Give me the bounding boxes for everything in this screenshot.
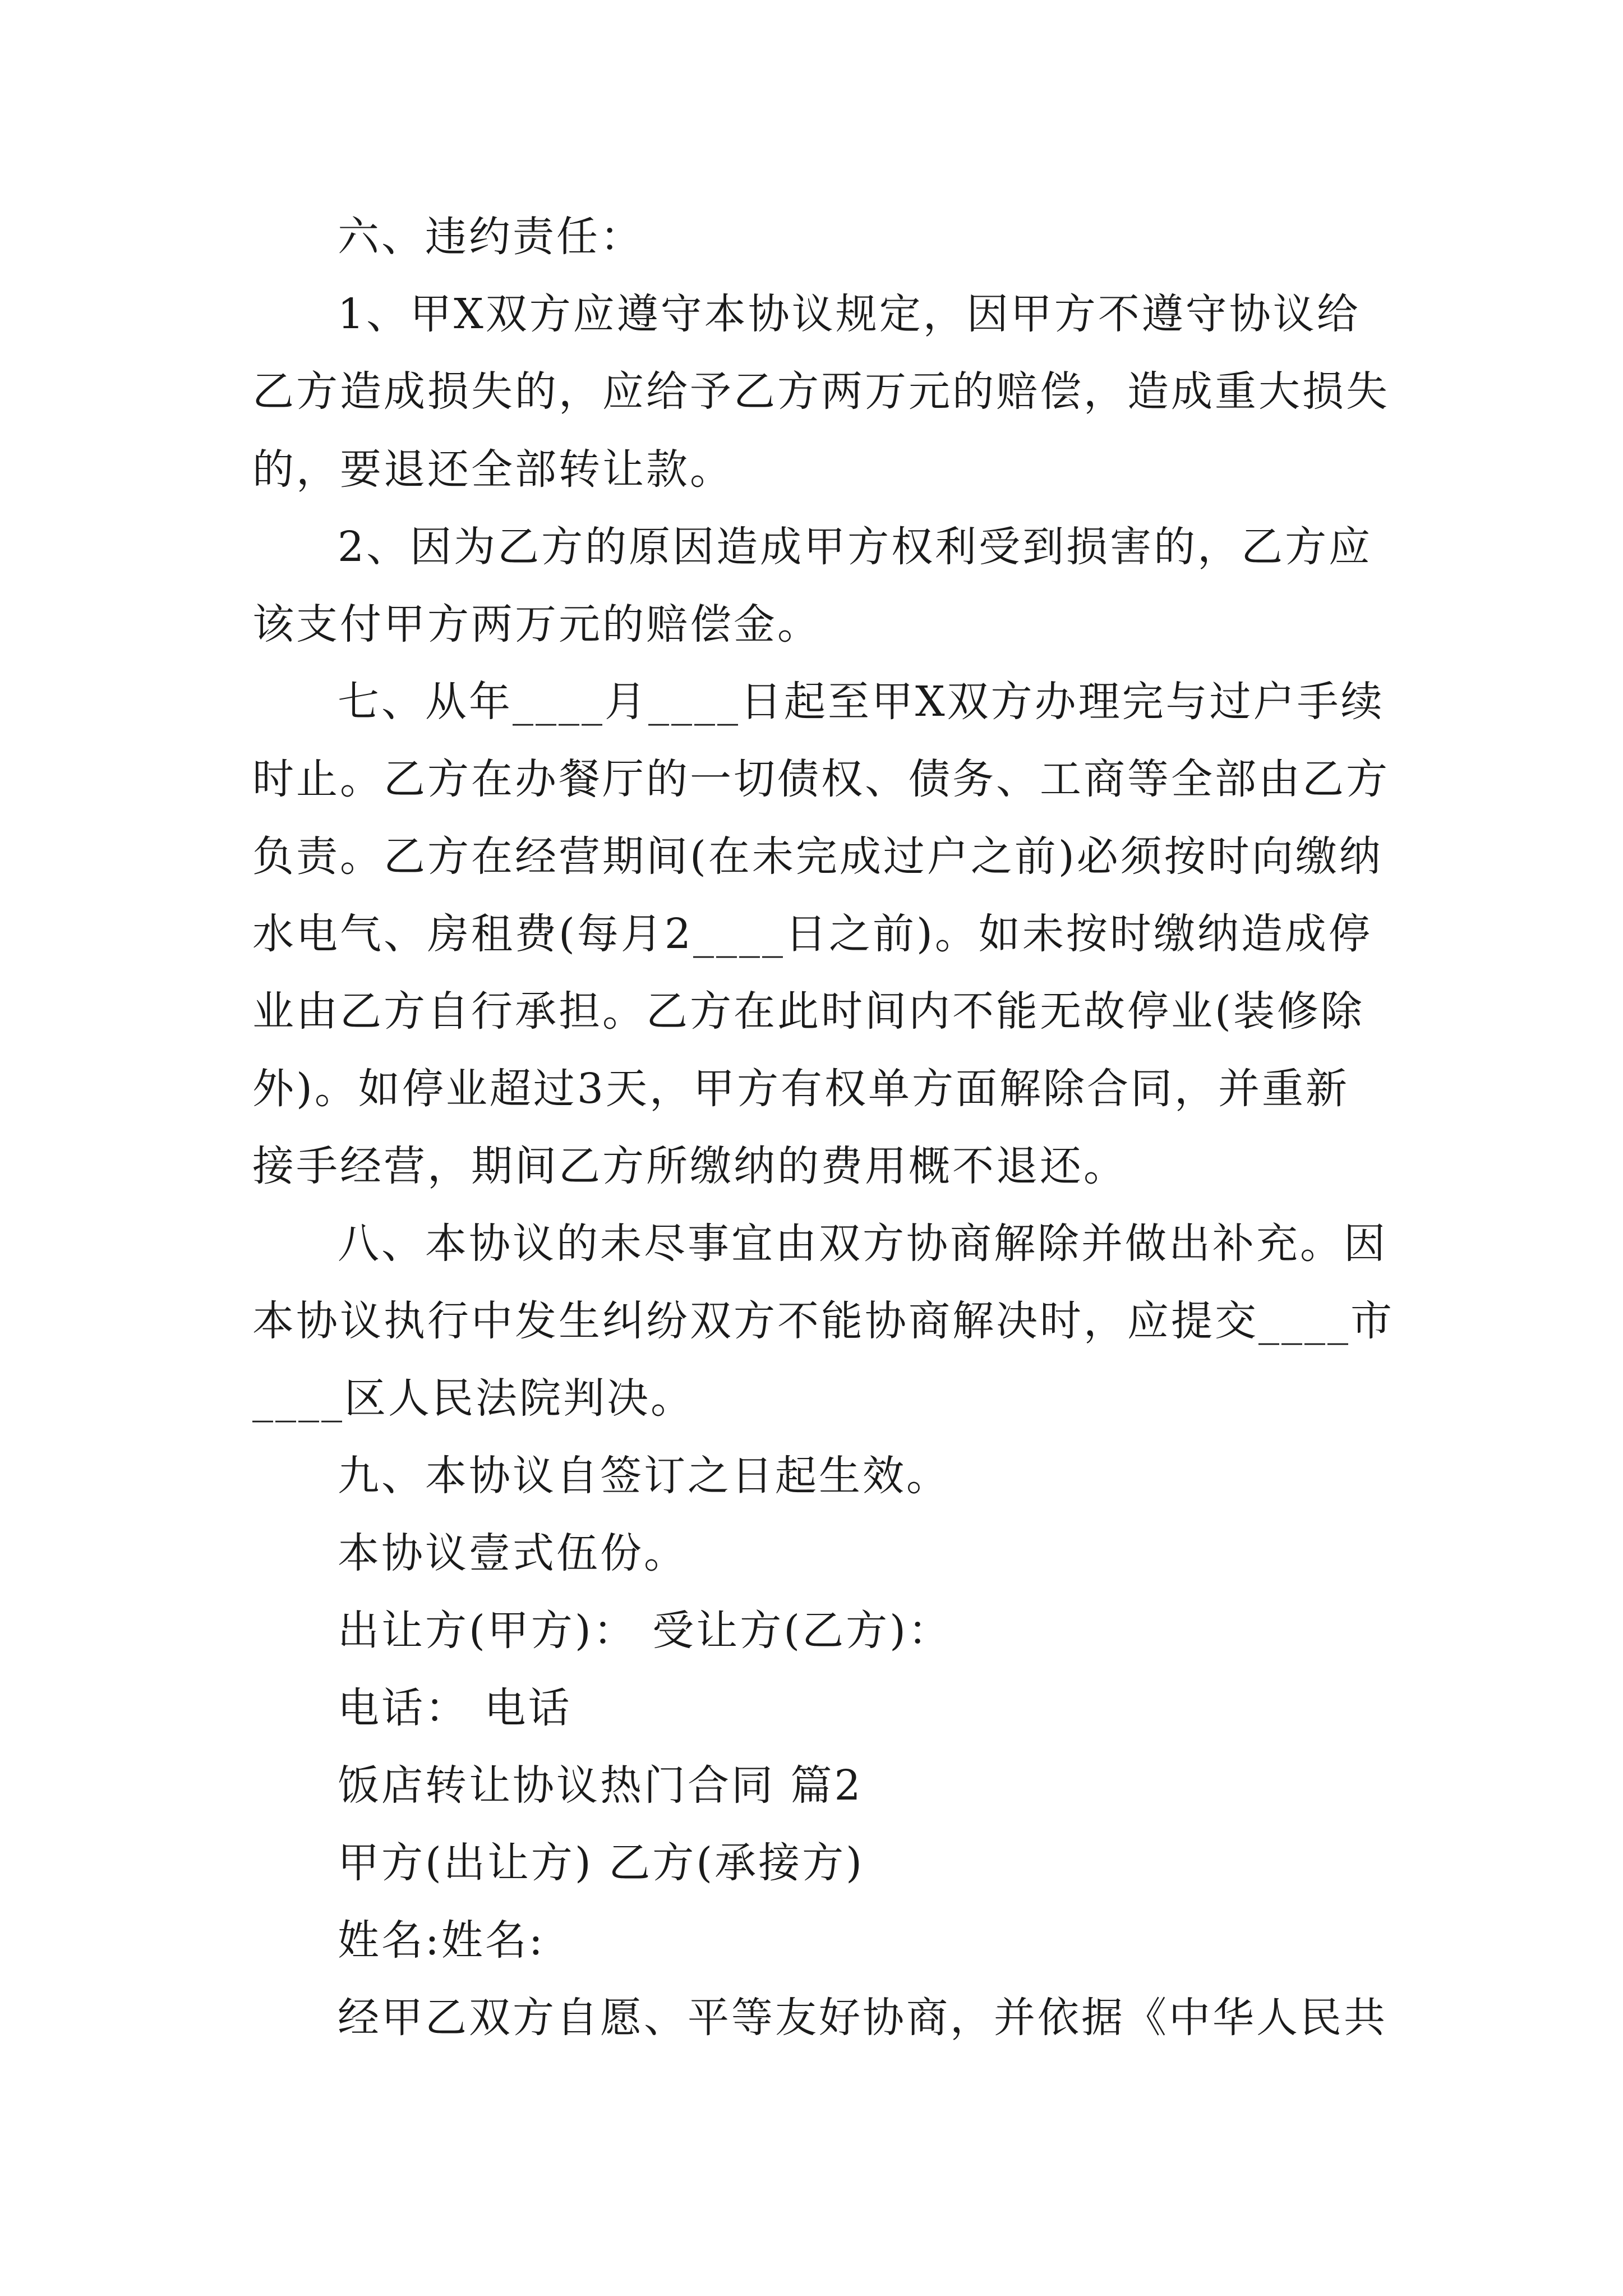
paragraph-line: 接手经营，期间乙方所缴纳的费用概不退还。 xyxy=(252,1142,1127,1190)
name-line: 姓名:姓名: xyxy=(338,1916,545,1964)
copies-line: 本协议壹式伍份。 xyxy=(338,1529,688,1577)
paragraph-line: ____区人民法院判决。 xyxy=(252,1374,694,1423)
paragraph-line: 本协议执行中发生纠纷双方不能协商解决时，应提交____市 xyxy=(252,1297,1394,1345)
paragraph-line: 时止。乙方在办餐厅的一切债权、债务、工商等全部由乙方 xyxy=(252,755,1390,803)
phone-line: 电话： 电话 xyxy=(338,1684,572,1732)
paragraph-line: 业由乙方自行承担。乙方在此时间内不能无故停业(装修除 xyxy=(252,987,1364,1036)
paragraph-line: 2、因为乙方的原因造成甲方权利受到损害的，乙方应 xyxy=(338,523,1373,571)
paragraph-line: 乙方造成损失的，应给予乙方两万元的赔偿，造成重大损失 xyxy=(252,367,1390,416)
paragraph-line: 水电气、房租费(每月2____日之前)。如未按时缴纳造成停 xyxy=(252,910,1372,958)
paragraph-line: 的，要退还全部转让款。 xyxy=(252,445,734,494)
section-9-line: 九、本协议自签订之日起生效。 xyxy=(338,1452,950,1500)
section-7-line: 七、从年____月____日起至甲X双方办理完与过户手续 xyxy=(338,678,1385,726)
section-8-line: 八、本协议的未尽事宜由双方协商解除并做出补充。因 xyxy=(338,1220,1387,1268)
paragraph-line: 外)。如停业超过3天，甲方有权单方面解除合同，并重新 xyxy=(252,1065,1349,1113)
paragraph-line: 经甲乙双方自愿、平等友好协商，并依据《中华人民共 xyxy=(338,1994,1387,2042)
paragraph-line: 该支付甲方两万元的赔偿金。 xyxy=(252,600,821,648)
paragraph-line: 负责。乙方在经营期间(在未完成过户之前)必须按时向缴纳 xyxy=(252,832,1383,881)
parties-line: 甲方(出让方) 乙方(承接方) xyxy=(338,1839,865,1887)
parties-signature-line: 出让方(甲方)： 受让方(乙方)： xyxy=(338,1607,952,1655)
contract-2-title: 饭店转让协议热门合同 篇2 xyxy=(338,1761,863,1810)
paragraph-line: 1、甲X双方应遵守本协议规定，因甲方不遵守协议给 xyxy=(338,290,1361,338)
section-6-heading: 六、违约责任： xyxy=(338,213,644,261)
